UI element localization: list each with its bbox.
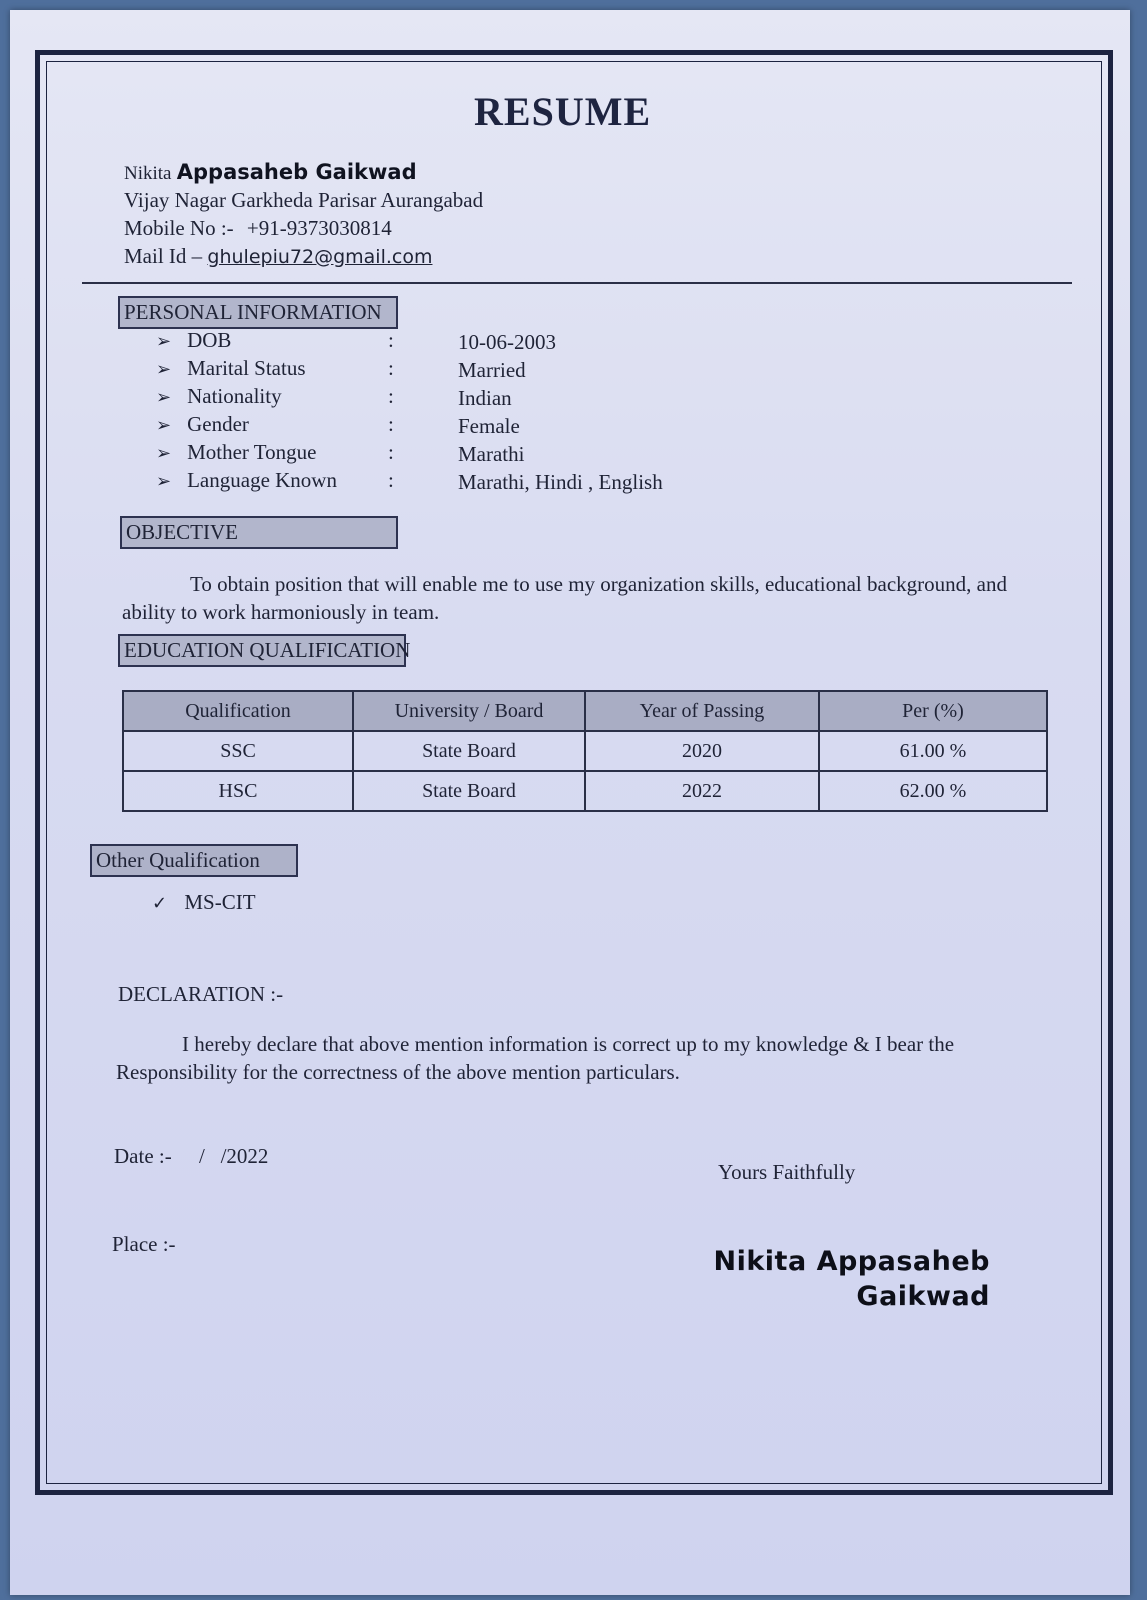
last-name: Appasaheb Gaikwad: [176, 160, 417, 184]
resume-title: RESUME: [474, 89, 652, 134]
separator: :: [388, 328, 394, 352]
field-label: Mother Tongue: [187, 440, 317, 464]
arrow-bullet-icon: ➢: [156, 471, 172, 492]
table-row: [123, 771, 1047, 811]
table-cell: 61.00 %: [819, 731, 1047, 771]
check-icon: ✓: [152, 893, 168, 914]
mobile-number: +91-9373030814: [246, 216, 392, 240]
list-item: [156, 468, 337, 493]
field-label: DOB: [187, 328, 232, 352]
column-header: Per (%): [819, 691, 1047, 731]
objective-heading: OBJECTIVE: [120, 516, 398, 549]
other-qualification-item: [152, 890, 256, 915]
list-item: [156, 412, 249, 437]
signature-name-line-2: Gaikwad: [856, 1281, 990, 1312]
mail-link[interactable]: ghulepiu72@gmail.com: [207, 246, 433, 268]
address: Vijay Nagar Garkheda Parisar Aurangabad: [124, 188, 484, 212]
table-cell: HSC: [123, 771, 353, 811]
separator: :: [388, 440, 394, 464]
table-cell: SSC: [123, 731, 353, 771]
table-cell: 62.00 %: [819, 771, 1047, 811]
field-label: Gender: [187, 412, 249, 436]
table-cell: State Board: [353, 731, 585, 771]
mail-line: [124, 244, 432, 269]
arrow-bullet-icon: ➢: [156, 443, 172, 464]
mail-label: Mail Id –: [124, 244, 203, 268]
column-header: University / Board: [353, 691, 585, 731]
table-cell: State Board: [353, 771, 585, 811]
date-label: Date :-: [114, 1144, 172, 1168]
mobile-line: [124, 216, 392, 241]
separator: :: [388, 356, 394, 380]
field-label: Language Known: [187, 468, 337, 492]
first-name: Nikita: [124, 163, 172, 184]
declaration-line-1: I hereby declare that above mention information is correct up to my knowledge & I bear the: [182, 1032, 955, 1056]
field-value: 10-06-2003: [458, 330, 556, 354]
arrow-bullet-icon: ➢: [156, 387, 172, 408]
candidate-name: [124, 160, 417, 185]
column-header: Qualification: [123, 691, 353, 731]
objective-line-2: ability to work harmoniously in team.: [122, 600, 440, 624]
declaration-heading: DECLARATION :-: [118, 982, 284, 1006]
date-line: [114, 1144, 268, 1169]
declaration-line-2: Responsibility for the correctness of the above mention particulars.: [116, 1060, 680, 1084]
field-value: Marathi: [458, 442, 525, 466]
other-qualification-heading: Other Qualification: [90, 844, 298, 877]
list-item: [156, 356, 306, 381]
field-value: Married: [458, 358, 526, 382]
table-row: [123, 731, 1047, 771]
education-heading: EDUCATION QUALIFICATION: [118, 634, 406, 667]
field-label: Marital Status: [187, 356, 306, 380]
list-item: [156, 384, 282, 409]
arrow-bullet-icon: ➢: [156, 415, 172, 436]
table-header-row: [123, 691, 1047, 731]
list-item: [156, 328, 231, 353]
signature-block: [713, 1246, 990, 1312]
separator: :: [388, 412, 394, 436]
personal-info-heading: PERSONAL INFORMATION: [118, 296, 398, 329]
arrow-bullet-icon: ➢: [156, 331, 172, 352]
education-table: [122, 690, 1048, 812]
table-cell: 2020: [585, 731, 819, 771]
list-item: [156, 440, 316, 465]
column-header: Year of Passing: [585, 691, 819, 731]
table-cell: 2022: [585, 771, 819, 811]
place-label: Place :-: [112, 1232, 176, 1256]
field-value: Marathi, Hindi , English: [458, 470, 663, 494]
mobile-label: Mobile No :-: [124, 216, 234, 240]
field-label: Nationality: [187, 384, 282, 408]
separator: :: [388, 384, 394, 408]
qualification-name: MS-CIT: [184, 890, 256, 914]
arrow-bullet-icon: ➢: [156, 359, 172, 380]
closing-text: Yours Faithfully: [718, 1160, 856, 1184]
signature-name-line-1: Nikita Appasaheb: [713, 1246, 990, 1277]
separator: :: [388, 468, 394, 492]
resume-page: [10, 10, 1130, 1595]
date-value: / /2022: [198, 1144, 269, 1168]
header-divider: [82, 282, 1072, 284]
objective-line-1: To obtain position that will enable me to use my organization skills, educational background, and: [190, 572, 1007, 596]
field-value: Indian: [458, 386, 512, 410]
field-value: Female: [458, 414, 520, 438]
